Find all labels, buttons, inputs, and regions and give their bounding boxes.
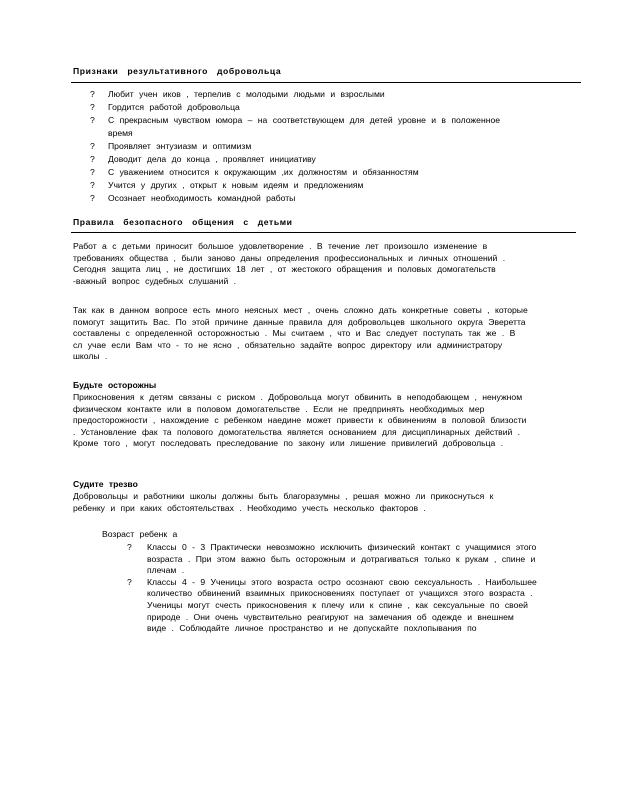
divider: [71, 82, 581, 83]
bullet-icon: ?: [90, 154, 95, 164]
bullet-icon: ?: [127, 542, 132, 552]
bullet-icon: ?: [127, 576, 132, 587]
bullet-icon: ?: [90, 193, 95, 203]
paragraph: Прикосновения к детям связаны с риском . Добровольца могут обвинить в неподобающем , ненужном физическом контакте или в половом домогательстве . Если не предпринять необходимых мер предосторожности , нахождение с ребенком наедине может привести к обвинениям в половой близости . Установление фак та полового домогательства является основанием для дисциплинарных действий . Кроме того , могут последовать преследование по закону или лишение привилегий добровольца .: [73, 392, 527, 449]
bullet-icon: ?: [90, 102, 95, 112]
bullet-icon: ?: [90, 180, 95, 190]
paragraph: Работ а с детьми приносит большое удовлетворение . В течение лет произошло изменение в требованиях общества , были заново даны определения профессиональных и личных отношений . Сегодня защита лиц , не достигших 18 лет , от жестокого обращения и половых домогательств -важный вопрос судебных слушаний .: [73, 241, 506, 286]
list-item: ? Классы 4 - 9 Ученицы этого возраста остро осознают свою сексуальность . Наибольшее количество обвинений взаимных прикосновениях поступает от учащихся этого возраста . Ученицы могут счесть прикосновения к плечу или к спине , как сексуальные по своей природе . Они очень чувствительно реагируют на замечания об одежде и внешнем виде . Соблюдайте личное пространство и не допускайте похлопывания по: [127, 576, 537, 634]
divider: [71, 232, 576, 233]
subheading-careful: Будьте осторожны: [73, 380, 157, 390]
bullet-icon: ?: [90, 167, 95, 177]
list-item: ? С уважением относится к окружающим ,их должностям и обязанностям: [90, 167, 419, 177]
list-item: ? Любит учен иков , терпелив с молодыми людьми и взрослыми: [90, 89, 385, 99]
paragraph: Так как в данном вопросе есть много неясных мест , очень сложно дать конкретные советы , которые помогут защитить Вас. По этой причине данные правила для добровольцев школьного округа Эверетта составлены с определенной осторожностью . Мы считаем , что и Вас следует поступать так же . В сл учае если Вам что - то не ясно , обязательно задайте вопрос директору или администратору школы .: [73, 305, 528, 362]
list-item: ? Учится у других , открыт к новым идеям и предложениям: [90, 180, 364, 190]
age-list: [127, 542, 537, 635]
subheading-age: Возраст ребенк а: [102, 529, 178, 539]
section-title-rules: Правила безопасного общения с детьми: [73, 217, 293, 227]
bullet-icon: ?: [90, 141, 95, 151]
signs-list: [90, 88, 518, 205]
bullet-icon: ?: [90, 115, 95, 125]
section-title-signs: Признаки результативного добровольца: [73, 66, 282, 76]
list-item: ? Доводит дела до конца , проявляет инициативу: [90, 154, 316, 164]
list-item: ? Гордится работой добровольца: [90, 102, 240, 112]
list-item: ? Классы 0 - 3 Практически невозможно исключить физический контакт с учащимися этого возраста . При этом важно быть осторожным и дотрагиваться только к рукам , спине и плечам .: [127, 542, 537, 576]
list-item: ? С прекрасным чувством юмора – на соответствующем для детей уровне и в положенное время: [90, 115, 501, 138]
bullet-icon: ?: [90, 89, 95, 99]
subheading-judge: Судите трезво: [73, 479, 138, 489]
list-item: ? Осознает необходимость командной работы: [90, 193, 296, 203]
list-item: ? Проявляет энтузиазм и оптимизм: [90, 141, 252, 151]
paragraph: Добровольцы и работники школы должны быть благоразумны , решая можно ли прикоснуться к ребенку и при каких обстоятельствах . Необходимо учесть несколько факторов .: [73, 491, 494, 513]
